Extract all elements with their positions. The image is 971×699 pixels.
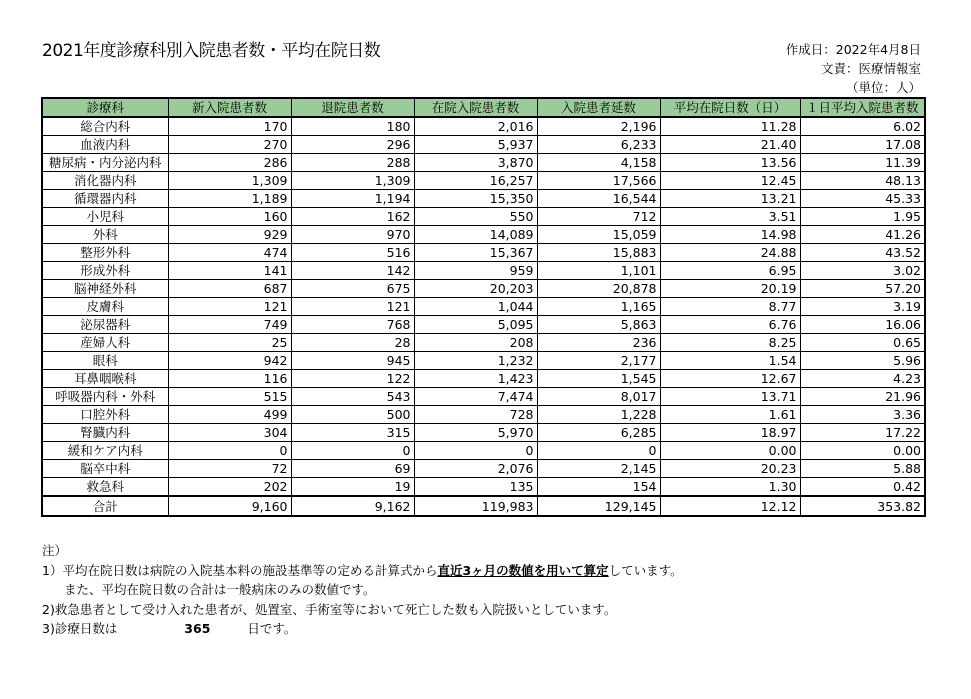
value-cell: 296 bbox=[291, 136, 414, 154]
value-cell: 768 bbox=[291, 316, 414, 334]
value-cell: 1,189 bbox=[168, 190, 291, 208]
total-value-cell: 119,983 bbox=[414, 496, 537, 516]
value-cell: 728 bbox=[414, 406, 537, 424]
value-cell: 24.88 bbox=[660, 244, 800, 262]
value-cell: 6.02 bbox=[800, 117, 925, 136]
value-cell: 1,232 bbox=[414, 352, 537, 370]
value-cell: 2,145 bbox=[537, 460, 660, 478]
value-cell: 15,059 bbox=[537, 226, 660, 244]
notes bbox=[42, 541, 683, 639]
value-cell: 19 bbox=[291, 478, 414, 497]
department-cell: 脳卒中科 bbox=[42, 460, 168, 478]
table-row bbox=[42, 316, 925, 334]
value-cell: 1.61 bbox=[660, 406, 800, 424]
department-cell: 形成外科 bbox=[42, 262, 168, 280]
column-header: 在院入院患者数 bbox=[414, 98, 537, 117]
value-cell: 121 bbox=[291, 298, 414, 316]
value-cell: 2,076 bbox=[414, 460, 537, 478]
department-cell: 外科 bbox=[42, 226, 168, 244]
value-cell: 3.19 bbox=[800, 298, 925, 316]
value-cell: 2,016 bbox=[414, 117, 537, 136]
total-value-cell: 12.12 bbox=[660, 496, 800, 516]
value-cell: 3.02 bbox=[800, 262, 925, 280]
value-cell: 6,285 bbox=[537, 424, 660, 442]
value-cell: 4,158 bbox=[537, 154, 660, 172]
value-cell: 0 bbox=[414, 442, 537, 460]
table-row bbox=[42, 262, 925, 280]
value-cell: 286 bbox=[168, 154, 291, 172]
value-cell: 550 bbox=[414, 208, 537, 226]
table-row bbox=[42, 370, 925, 388]
value-cell: 236 bbox=[537, 334, 660, 352]
value-cell: 1,309 bbox=[168, 172, 291, 190]
value-cell: 1,309 bbox=[291, 172, 414, 190]
table-row bbox=[42, 117, 925, 136]
note-3-suffix: 日です。 bbox=[247, 621, 297, 636]
value-cell: 20,878 bbox=[537, 280, 660, 298]
value-cell: 41.26 bbox=[800, 226, 925, 244]
value-cell: 500 bbox=[291, 406, 414, 424]
department-cell: 血液内科 bbox=[42, 136, 168, 154]
value-cell: 57.20 bbox=[800, 280, 925, 298]
value-cell: 8.25 bbox=[660, 334, 800, 352]
value-cell: 474 bbox=[168, 244, 291, 262]
department-cell: 整形外科 bbox=[42, 244, 168, 262]
treatment-days-value: 365 bbox=[184, 621, 211, 636]
department-cell: 緩和ケア内科 bbox=[42, 442, 168, 460]
value-cell: 1,423 bbox=[414, 370, 537, 388]
value-cell: 21.40 bbox=[660, 136, 800, 154]
value-cell: 8.77 bbox=[660, 298, 800, 316]
value-cell: 5,095 bbox=[414, 316, 537, 334]
total-row bbox=[42, 496, 925, 516]
value-cell: 1.30 bbox=[660, 478, 800, 497]
department-cell: 消化器内科 bbox=[42, 172, 168, 190]
value-cell: 0 bbox=[537, 442, 660, 460]
value-cell: 0 bbox=[291, 442, 414, 460]
column-header: 退院患者数 bbox=[291, 98, 414, 117]
value-cell: 0.65 bbox=[800, 334, 925, 352]
value-cell: 304 bbox=[168, 424, 291, 442]
value-cell: 270 bbox=[168, 136, 291, 154]
value-cell: 288 bbox=[291, 154, 414, 172]
document-meta bbox=[786, 40, 921, 97]
inpatient-table bbox=[41, 97, 926, 517]
value-cell: 154 bbox=[537, 478, 660, 497]
table-row bbox=[42, 154, 925, 172]
department-cell: 小児科 bbox=[42, 208, 168, 226]
value-cell: 180 bbox=[291, 117, 414, 136]
value-cell: 5,863 bbox=[537, 316, 660, 334]
value-cell: 14,089 bbox=[414, 226, 537, 244]
total-value-cell: 9,160 bbox=[168, 496, 291, 516]
value-cell: 543 bbox=[291, 388, 414, 406]
value-cell: 1,165 bbox=[537, 298, 660, 316]
value-cell: 3.36 bbox=[800, 406, 925, 424]
value-cell: 16,257 bbox=[414, 172, 537, 190]
value-cell: 8,017 bbox=[537, 388, 660, 406]
note-2: 2)救急患者として受け入れた患者が、処置室、手術室等において死亡した数も入院扱いとしています。 bbox=[42, 601, 617, 617]
note-1-emphasis: 直近3ヶ月の数値を用いて算定 bbox=[437, 562, 609, 578]
value-cell: 20.19 bbox=[660, 280, 800, 298]
value-cell: 16.06 bbox=[800, 316, 925, 334]
value-cell: 21.96 bbox=[800, 388, 925, 406]
department-cell: 呼吸器内科・外科 bbox=[42, 388, 168, 406]
value-cell: 25 bbox=[168, 334, 291, 352]
note-1-text: 1）平均在院日数は病院の入院基本料の施設基準等の定める計算式から bbox=[42, 562, 438, 578]
value-cell: 170 bbox=[168, 117, 291, 136]
value-cell: 499 bbox=[168, 406, 291, 424]
table-row bbox=[42, 298, 925, 316]
table-row bbox=[42, 388, 925, 406]
value-cell: 141 bbox=[168, 262, 291, 280]
value-cell: 15,367 bbox=[414, 244, 537, 262]
value-cell: 2,196 bbox=[537, 117, 660, 136]
value-cell: 749 bbox=[168, 316, 291, 334]
value-cell: 13.21 bbox=[660, 190, 800, 208]
value-cell: 116 bbox=[168, 370, 291, 388]
value-cell: 17,566 bbox=[537, 172, 660, 190]
value-cell: 11.28 bbox=[660, 117, 800, 136]
value-cell: 15,883 bbox=[537, 244, 660, 262]
note-3-text: 3)診療日数は bbox=[42, 621, 118, 636]
department-cell: 腎臓内科 bbox=[42, 424, 168, 442]
value-cell: 1,228 bbox=[537, 406, 660, 424]
table-row bbox=[42, 190, 925, 208]
value-cell: 12.67 bbox=[660, 370, 800, 388]
value-cell: 208 bbox=[414, 334, 537, 352]
value-cell: 72 bbox=[168, 460, 291, 478]
value-cell: 3,870 bbox=[414, 154, 537, 172]
value-cell: 12.45 bbox=[660, 172, 800, 190]
value-cell: 675 bbox=[291, 280, 414, 298]
note-1 bbox=[42, 561, 683, 581]
value-cell: 202 bbox=[168, 478, 291, 497]
value-cell: 43.52 bbox=[800, 244, 925, 262]
table-row bbox=[42, 406, 925, 424]
value-cell: 121 bbox=[168, 298, 291, 316]
value-cell: 20,203 bbox=[414, 280, 537, 298]
value-cell: 4.23 bbox=[800, 370, 925, 388]
column-header: １日平均入院患者数 bbox=[800, 98, 925, 117]
column-header: 診療科 bbox=[42, 98, 168, 117]
value-cell: 17.22 bbox=[800, 424, 925, 442]
page-title: 2021年度診療科別入院患者数・平均在院日数 bbox=[42, 41, 381, 61]
value-cell: 6.76 bbox=[660, 316, 800, 334]
department-cell: 口腔外科 bbox=[42, 406, 168, 424]
department-cell: 耳鼻咽喉科 bbox=[42, 370, 168, 388]
table-row bbox=[42, 334, 925, 352]
value-cell: 0.00 bbox=[660, 442, 800, 460]
total-value-cell: 9,162 bbox=[291, 496, 414, 516]
table-row bbox=[42, 208, 925, 226]
table-row bbox=[42, 424, 925, 442]
table-row bbox=[42, 226, 925, 244]
department-cell: 総合内科 bbox=[42, 117, 168, 136]
value-cell: 3.51 bbox=[660, 208, 800, 226]
value-cell: 1.95 bbox=[800, 208, 925, 226]
table-header-row bbox=[42, 98, 925, 117]
department-cell: 糖尿病・内分泌内科 bbox=[42, 154, 168, 172]
value-cell: 0.00 bbox=[800, 442, 925, 460]
unit-label: （単位：人） bbox=[845, 80, 921, 95]
value-cell: 142 bbox=[291, 262, 414, 280]
author: 文責：医療情報室 bbox=[820, 61, 921, 76]
department-cell: 救急科 bbox=[42, 478, 168, 497]
value-cell: 0.42 bbox=[800, 478, 925, 497]
value-cell: 1,044 bbox=[414, 298, 537, 316]
column-header: 新入院患者数 bbox=[168, 98, 291, 117]
value-cell: 1,545 bbox=[537, 370, 660, 388]
value-cell: 5,937 bbox=[414, 136, 537, 154]
value-cell: 929 bbox=[168, 226, 291, 244]
value-cell: 18.97 bbox=[660, 424, 800, 442]
value-cell: 687 bbox=[168, 280, 291, 298]
note-3 bbox=[42, 619, 683, 639]
value-cell: 135 bbox=[414, 478, 537, 497]
value-cell: 2,177 bbox=[537, 352, 660, 370]
table-row bbox=[42, 460, 925, 478]
value-cell: 959 bbox=[414, 262, 537, 280]
value-cell: 942 bbox=[168, 352, 291, 370]
value-cell: 945 bbox=[291, 352, 414, 370]
value-cell: 20.23 bbox=[660, 460, 800, 478]
value-cell: 6,233 bbox=[537, 136, 660, 154]
table-row bbox=[42, 244, 925, 262]
value-cell: 28 bbox=[291, 334, 414, 352]
value-cell: 48.13 bbox=[800, 172, 925, 190]
notes-heading: 注） bbox=[42, 543, 68, 558]
total-label: 合計 bbox=[42, 496, 168, 516]
total-value-cell: 129,145 bbox=[537, 496, 660, 516]
total-value-cell: 353.82 bbox=[800, 496, 925, 516]
value-cell: 515 bbox=[168, 388, 291, 406]
table-row bbox=[42, 280, 925, 298]
value-cell: 45.33 bbox=[800, 190, 925, 208]
value-cell: 315 bbox=[291, 424, 414, 442]
value-cell: 1,101 bbox=[537, 262, 660, 280]
created-date: 作成日：2022年4月8日 bbox=[785, 42, 921, 57]
value-cell: 15,350 bbox=[414, 190, 537, 208]
column-header: 入院患者延数 bbox=[537, 98, 660, 117]
department-cell: 皮膚科 bbox=[42, 298, 168, 316]
value-cell: 160 bbox=[168, 208, 291, 226]
value-cell: 712 bbox=[537, 208, 660, 226]
department-cell: 眼科 bbox=[42, 352, 168, 370]
value-cell: 516 bbox=[291, 244, 414, 262]
value-cell: 14.98 bbox=[660, 226, 800, 244]
value-cell: 5.88 bbox=[800, 460, 925, 478]
value-cell: 6.95 bbox=[660, 262, 800, 280]
department-cell: 脳神経外科 bbox=[42, 280, 168, 298]
table-row bbox=[42, 136, 925, 154]
department-cell: 循環器内科 bbox=[42, 190, 168, 208]
table-row bbox=[42, 352, 925, 370]
value-cell: 1.54 bbox=[660, 352, 800, 370]
value-cell: 16,544 bbox=[537, 190, 660, 208]
table-row bbox=[42, 172, 925, 190]
department-cell: 産婦人科 bbox=[42, 334, 168, 352]
value-cell: 13.56 bbox=[660, 154, 800, 172]
note-1-suffix: しています。 bbox=[608, 562, 683, 578]
value-cell: 11.39 bbox=[800, 154, 925, 172]
value-cell: 13.71 bbox=[660, 388, 800, 406]
value-cell: 5.96 bbox=[800, 352, 925, 370]
value-cell: 0 bbox=[168, 442, 291, 460]
value-cell: 7,474 bbox=[414, 388, 537, 406]
department-cell: 泌尿器科 bbox=[42, 316, 168, 334]
value-cell: 69 bbox=[291, 460, 414, 478]
table-row bbox=[42, 478, 925, 497]
value-cell: 122 bbox=[291, 370, 414, 388]
column-header: 平均在院日数（日） bbox=[660, 98, 800, 117]
value-cell: 17.08 bbox=[800, 136, 925, 154]
value-cell: 1,194 bbox=[291, 190, 414, 208]
value-cell: 970 bbox=[291, 226, 414, 244]
note-1-sub: また、平均在院日数の合計は一般病床のみの数値です。 bbox=[64, 582, 376, 597]
value-cell: 162 bbox=[291, 208, 414, 226]
value-cell: 5,970 bbox=[414, 424, 537, 442]
table-row bbox=[42, 442, 925, 460]
